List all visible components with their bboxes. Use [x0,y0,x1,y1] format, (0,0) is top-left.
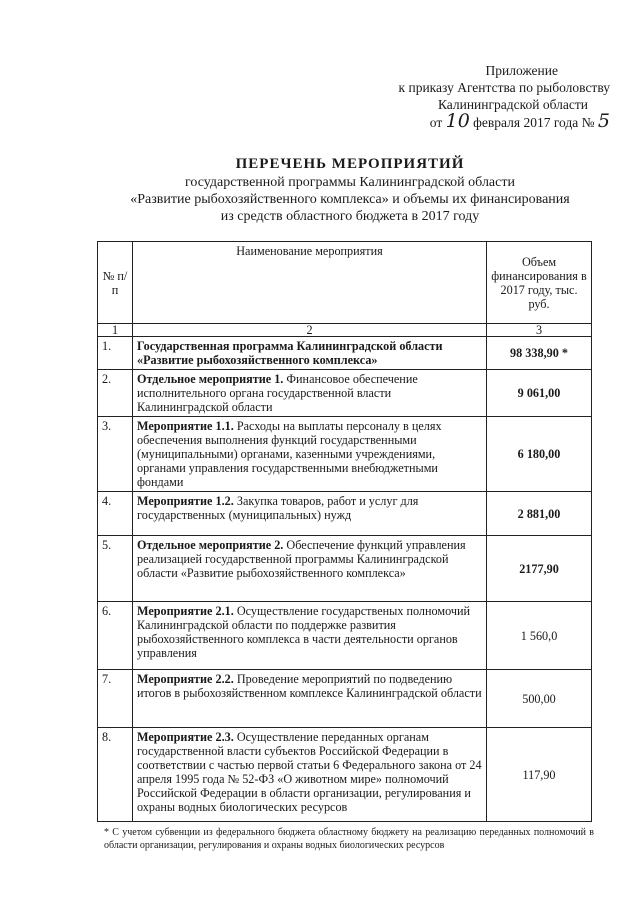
appendix-order: к приказу Агентства по рыболовству [398,80,610,95]
title-line-4: из средств областного бюджета в 2017 году [220,209,480,224]
table-row [98,536,592,602]
table-row [98,417,592,492]
row-name [133,536,487,602]
index-cell: 3 [487,324,592,337]
row-name-bold: Мероприятие 2.1. [137,604,234,618]
row-name [133,492,487,536]
row-amount: 98 338,90 * [487,337,592,370]
row-name-bold: Мероприятие 2.2. [137,672,234,686]
row-name-text: Осуществление государственых полномочий Калининградской области по поддержке развития рыбохозяйственного комплекса в части деятельности органов управления [137,604,471,660]
row-name-bold: Мероприятие 1.1. [137,419,234,433]
table-row [98,370,592,417]
row-name [133,602,487,670]
footnote: * С учетом субвенции из федерального бюджета областному бюджету на реализацию переданных полномочий в области организации, регулирования и охраны водных биологических ресурсов [104,827,594,851]
row-number: 3. [98,417,133,492]
index-cell: 1 [98,324,133,337]
row-name-text: Закупка товаров, работ и услуг для государственных (муниципальных) нужд [137,494,419,522]
table-row [98,728,592,822]
row-name-text: Осуществление переданных органам государственной власти субъектов Российской Федерации в соответствии с частью первой статьи 6 Федерального закона от 24 апреля 1995 года № 52-ФЗ «О животном мире» полномочий Российской Федерации в области организации, регулирования и охраны водных биологических ресурсов [137,730,482,814]
row-amount: 2 881,00 [487,492,592,536]
row-amount: 1 560,0 [487,602,592,670]
row-number: 6. [98,602,133,670]
row-name-text: Проведение мероприятий по подведению итогов в рыбохозяйственном комплексе Калининградской области [137,672,482,700]
row-name-bold: Мероприятие 2.3. [137,730,234,744]
row-name [133,670,487,728]
row-number: 1. [98,337,133,370]
row-number: 7. [98,670,133,728]
header-name: Наименование мероприятия [133,242,487,324]
table-row [98,337,592,370]
appendix-date-line [340,110,610,132]
appendix-number: 5 [597,110,610,132]
header-amount: Объем финансирования в 2017 году, тыс. руб. [487,242,592,324]
row-name-bold: Государственная программа Калининградской области «Развитие рыбохозяйственного комплекса» [137,339,443,367]
row-name-text: Обеспечение функций управления реализацией государственной программы Калининградской области «Развитие рыбохозяйственного комплекса» [137,538,466,580]
row-name-bold: Отдельное мероприятие 2. [137,538,284,552]
row-number: 2. [98,370,133,417]
row-amount: 6 180,00 [487,417,592,492]
row-name-text: Финансовое обеспечение исполнительного органа государственной власти Калининградской области [137,372,418,414]
index-row [98,324,592,337]
row-amount: 9 061,00 [487,370,592,417]
table-row [98,602,592,670]
index-cell: 2 [133,324,487,337]
header-num: № п/п [98,242,133,324]
title-line-2: государственной программы Калининградской области [185,175,515,190]
row-amount: 2177,90 [487,536,592,602]
activities-table [97,241,592,822]
appendix-day: 10 [445,110,470,132]
table-row [98,670,592,728]
row-number: 8. [98,728,133,822]
appendix-block [340,62,610,131]
row-name-text: Расходы на выплаты персоналу в целях обеспечения выполнения функций государственными (муниципальными) органами, казенными учреждениями, органами управления государственными внебюджетными фондами [137,419,442,489]
appendix-date-middle: февраля 2017 года № [473,115,595,130]
row-name-bold: Мероприятие 1.2. [137,494,234,508]
appendix-title: Приложение [485,63,558,78]
title-main: ПЕРЕЧЕНЬ МЕРОПРИЯТИЙ [235,156,465,172]
document-title [60,155,640,225]
row-name [133,728,487,822]
row-name-bold: Отдельное мероприятие 1. [137,372,284,386]
appendix-date-prefix: от [429,115,443,130]
row-name [133,417,487,492]
row-amount: 500,00 [487,670,592,728]
row-name [133,370,487,417]
row-name [133,337,487,370]
header-row [98,242,592,324]
row-number: 4. [98,492,133,536]
table-row [98,492,592,536]
appendix-region: Калининградской области [437,97,588,112]
row-number: 5. [98,536,133,602]
title-line-3: «Развитие рыбохозяйственного комплекса» и объемы их финансирования [130,192,570,207]
row-amount: 117,90 [487,728,592,822]
